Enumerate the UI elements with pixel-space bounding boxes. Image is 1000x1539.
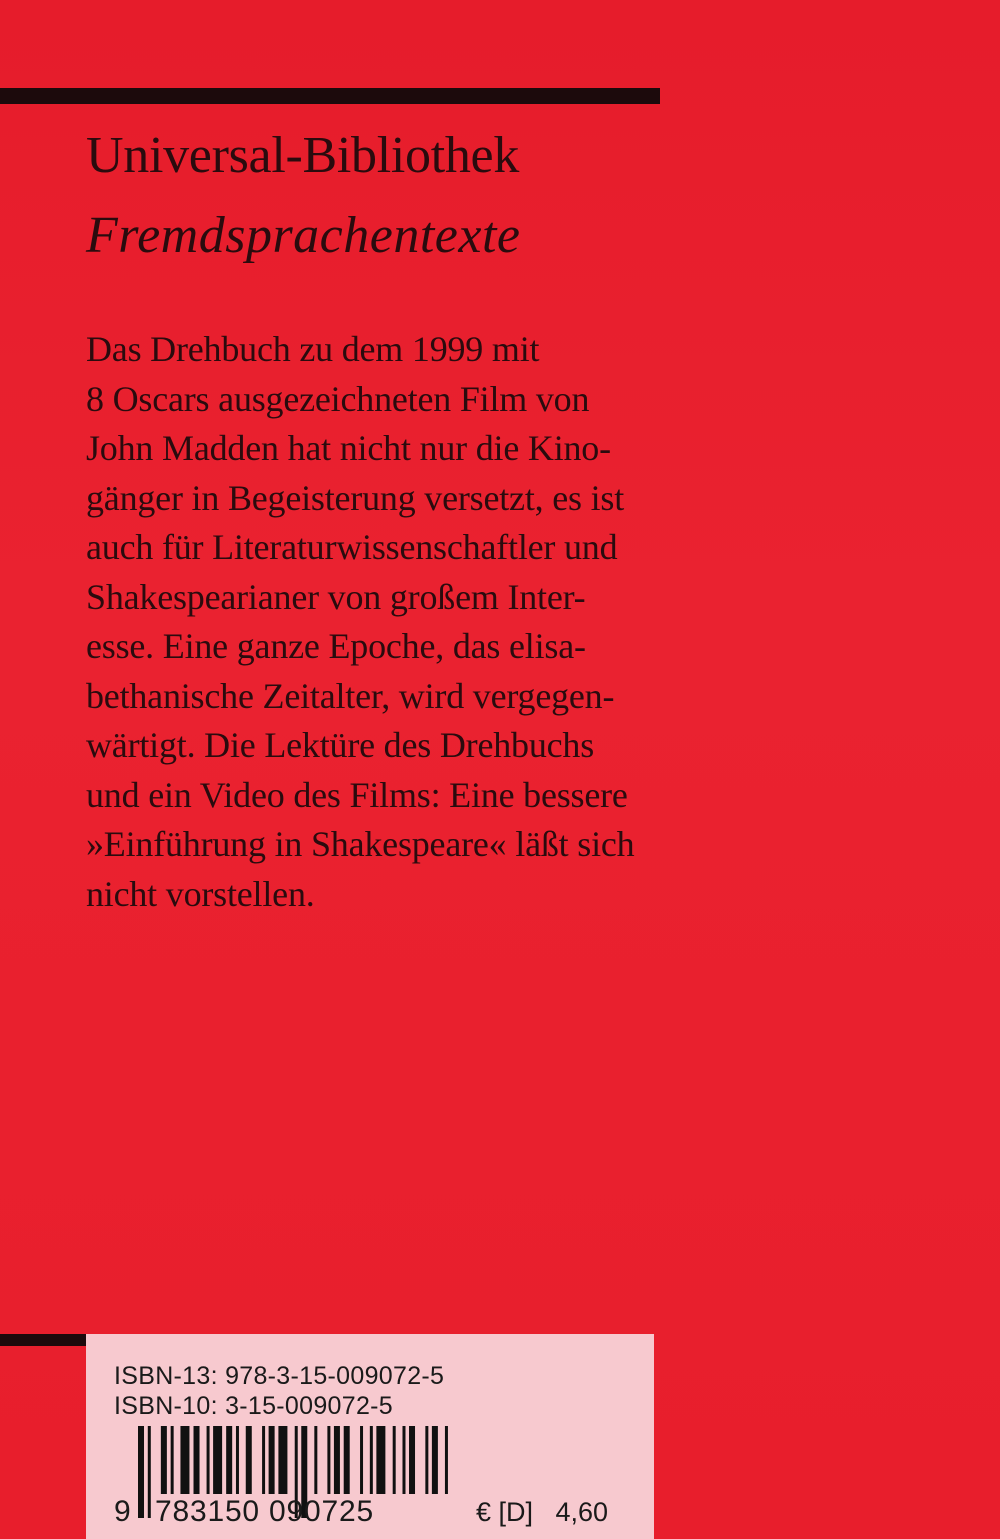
barcode-digits: 783150 090725 (155, 1495, 374, 1528)
barcode-bar (269, 1426, 275, 1494)
barcode-lead-digit: 9 (114, 1495, 131, 1528)
series-title: Universal-Bibliothek (86, 127, 520, 184)
barcode-bar (148, 1426, 151, 1518)
blurb-line: Shakespearianer von großem Inter- (86, 576, 586, 617)
barcode-bar (161, 1426, 167, 1494)
barcode-bar (393, 1426, 396, 1494)
barcode-bar (402, 1426, 405, 1494)
price: € [D] 4,60 (476, 1497, 609, 1527)
blurb-line: gänger in Begeisterung versetzt, es ist (86, 477, 625, 518)
barcode-bar (376, 1426, 385, 1494)
barcode-bar (370, 1426, 373, 1494)
barcode-bar (409, 1426, 415, 1494)
barcode-bar (425, 1426, 428, 1494)
blurb-line: »Einführung in Shakespeare« läßt sich (86, 824, 635, 864)
barcode-bar (262, 1426, 265, 1494)
barcode-bar (226, 1426, 232, 1494)
barcode-bar (327, 1426, 330, 1494)
barcode-bar (207, 1426, 210, 1494)
barcode-bar (171, 1426, 174, 1494)
barcode-bar (194, 1426, 200, 1494)
barcode-bar (246, 1426, 252, 1494)
bottom-rule (0, 1334, 86, 1346)
top-rule (0, 88, 660, 104)
barcode-bar (180, 1426, 189, 1494)
blurb-line: auch für Literaturwissenschaftler und (86, 527, 618, 567)
barcode-bar (344, 1426, 350, 1494)
barcode-bar (360, 1426, 363, 1494)
barcode-bar (445, 1426, 448, 1494)
isbn-13: ISBN-13: 978-3-15-009072-5 (114, 1362, 445, 1390)
barcode-bar (213, 1426, 222, 1494)
series-subtitle: Fremdsprachentexte (86, 207, 521, 264)
barcode-bar (138, 1426, 144, 1518)
blurb-line: Das Drehbuch zu dem 1999 mit (86, 329, 540, 369)
blurb-line: nicht vorstellen. (86, 873, 315, 914)
blurb-line: bethanische Zeitalter, wird vergegen- (86, 675, 615, 716)
barcode-bar (236, 1426, 239, 1494)
blurb-line: esse. Eine ganze Epoche, das elisa- (86, 626, 586, 666)
blurb-line: John Madden hat nicht nur die Kino- (86, 428, 611, 468)
blurb-line: und ein Video des Films: Eine bessere (86, 774, 628, 815)
barcode-bar (314, 1426, 317, 1494)
blurb-line: 8 Oscars ausgezeichneten Film von (86, 378, 590, 419)
blurb-line: wärtigt. Die Lektüre des Drehbuchs (86, 725, 595, 765)
blurb-text (86, 325, 746, 919)
barcode-bar (432, 1426, 438, 1494)
barcode-bar (278, 1426, 287, 1494)
isbn-10: ISBN-10: 3-15-009072-5 (114, 1392, 393, 1420)
barcode-bar (334, 1426, 340, 1494)
